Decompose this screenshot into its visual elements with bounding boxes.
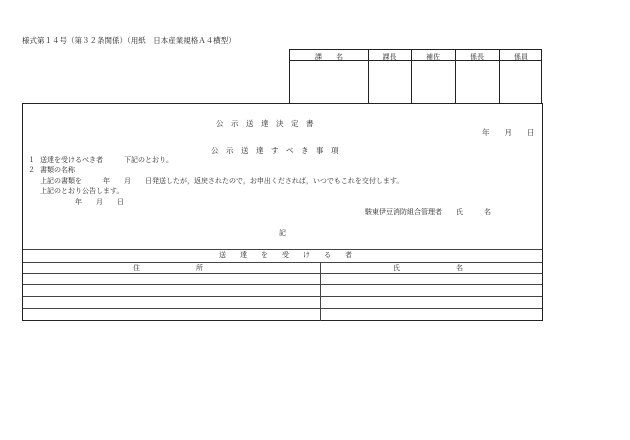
table-row-border: [23, 308, 542, 309]
decision-document-frame: [22, 103, 543, 321]
stamp-label-staff: 係員: [514, 53, 528, 61]
table-row-border: [23, 284, 542, 285]
approval-stamp-table: [289, 49, 542, 104]
notice-date: 年 月 日: [75, 198, 124, 206]
stamp-label-assistant: 補佐: [426, 53, 440, 61]
table-row-border: [23, 273, 542, 274]
column-divider: [320, 262, 321, 321]
recipients-title: 送 達 を 受 け る 者: [219, 251, 352, 259]
document-subtitle: 公 示 送 達 す べ き 事 項: [211, 146, 339, 155]
item-2-detail: 上記の書類を 年 月 日発送したが，返戻されたので，お申出くだされば，いつでもこれを交付します。: [40, 177, 404, 185]
ki-marker: 記: [279, 229, 286, 237]
document-date: 年 月 日: [482, 128, 535, 137]
item-1-text: 送達を受けるべき者 下記のとおり。: [40, 156, 173, 164]
recipients-title-border: [23, 262, 542, 263]
issuer-signature-line: 駿東伊豆消防組合管理者 氏 名: [365, 208, 491, 216]
column-address: 住 所: [133, 264, 203, 272]
stamp-label-section: 課 名: [315, 53, 343, 61]
item-1-number: １: [28, 156, 35, 164]
notice-statement: 上記のとおり公告します。: [40, 187, 124, 195]
column-name: 氏 名: [393, 264, 463, 272]
recipients-top-border: [23, 249, 542, 250]
document-title: 公 示 送 達 決 定 書: [216, 119, 314, 128]
form-number-note: 様式第１４号（第３２条関係）（用紙 日本産業規格Ａ４横型）: [22, 36, 236, 45]
table-row-border: [23, 296, 542, 297]
stamp-label-chief: 課長: [382, 53, 397, 61]
stamp-label-subchief: 係長: [470, 53, 484, 61]
item-2-number: ２: [28, 166, 35, 174]
item-2-text: 書類の名称: [40, 166, 75, 174]
